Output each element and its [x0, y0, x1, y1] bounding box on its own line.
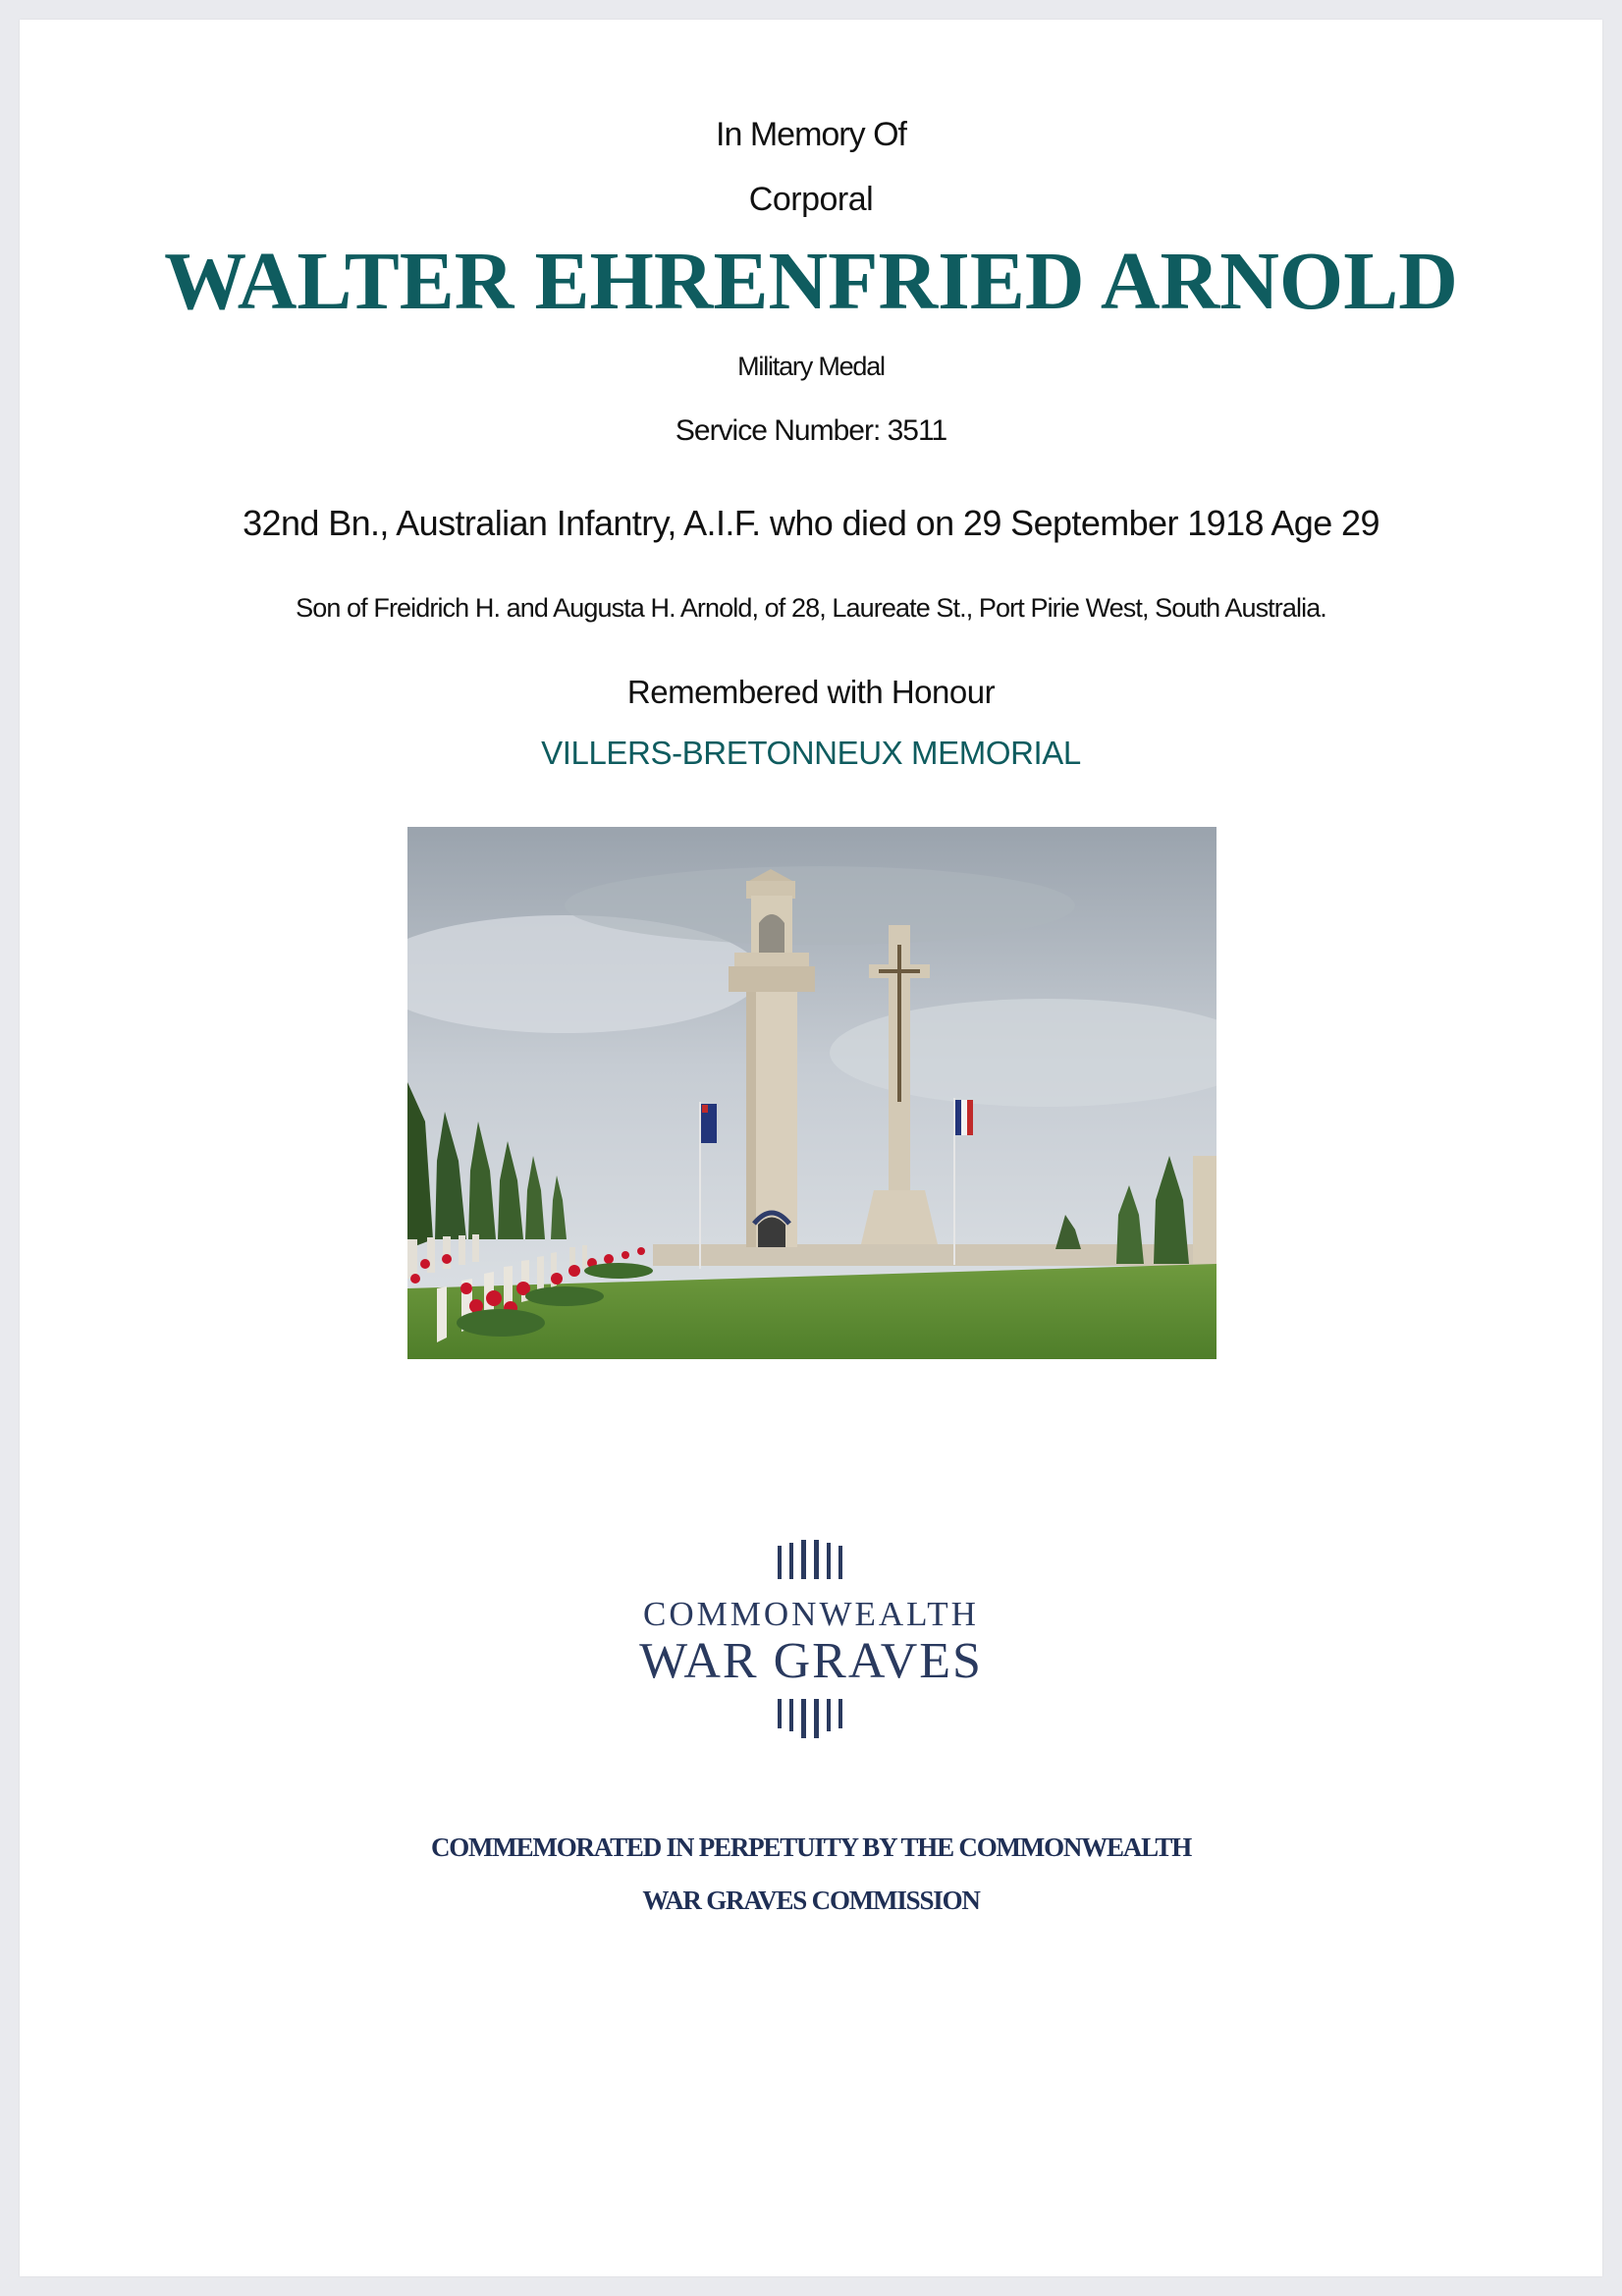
in-memory-heading: In Memory Of — [716, 116, 906, 153]
family-details: Son of Freidrich H. and Augusta H. Arnold, of 28, Laureate St., Port Pirie West, South Australia. — [296, 593, 1326, 623]
service-number: Service Number: 3511 — [675, 414, 947, 447]
memorial-photo — [407, 827, 1216, 1359]
cwgc-logo — [20, 1532, 1602, 1748]
remembered-with-honour: Remembered with Honour — [626, 674, 996, 710]
memorial-name: VILLERS-BRETONNEUX MEMORIAL — [541, 735, 1081, 771]
commemoration-line-1: COMMEMORATED IN PERPETUITY BY THE COMMONWEALTH — [430, 1832, 1192, 1862]
certificate-page — [20, 20, 1602, 2276]
commemoration-line-2: WAR GRAVES COMMISSION — [642, 1886, 980, 1915]
honour-award: Military Medal — [737, 352, 885, 381]
logo-text-war-graves: WAR GRAVES — [639, 1633, 983, 1689]
logo-bars-bottom-icon — [774, 1699, 852, 1738]
rank: Corporal — [748, 181, 874, 218]
logo-text-commonwealth: COMMONWEALTH — [643, 1595, 979, 1633]
unit-and-death-details: 32nd Bn., Australian Infantry, A.I.F. who died on 29 September 1918 Age 29 — [243, 503, 1379, 543]
logo-bars-top-icon — [774, 1540, 852, 1579]
soldier-name: WALTER EHRENFRIED ARNOLD — [164, 236, 1458, 327]
